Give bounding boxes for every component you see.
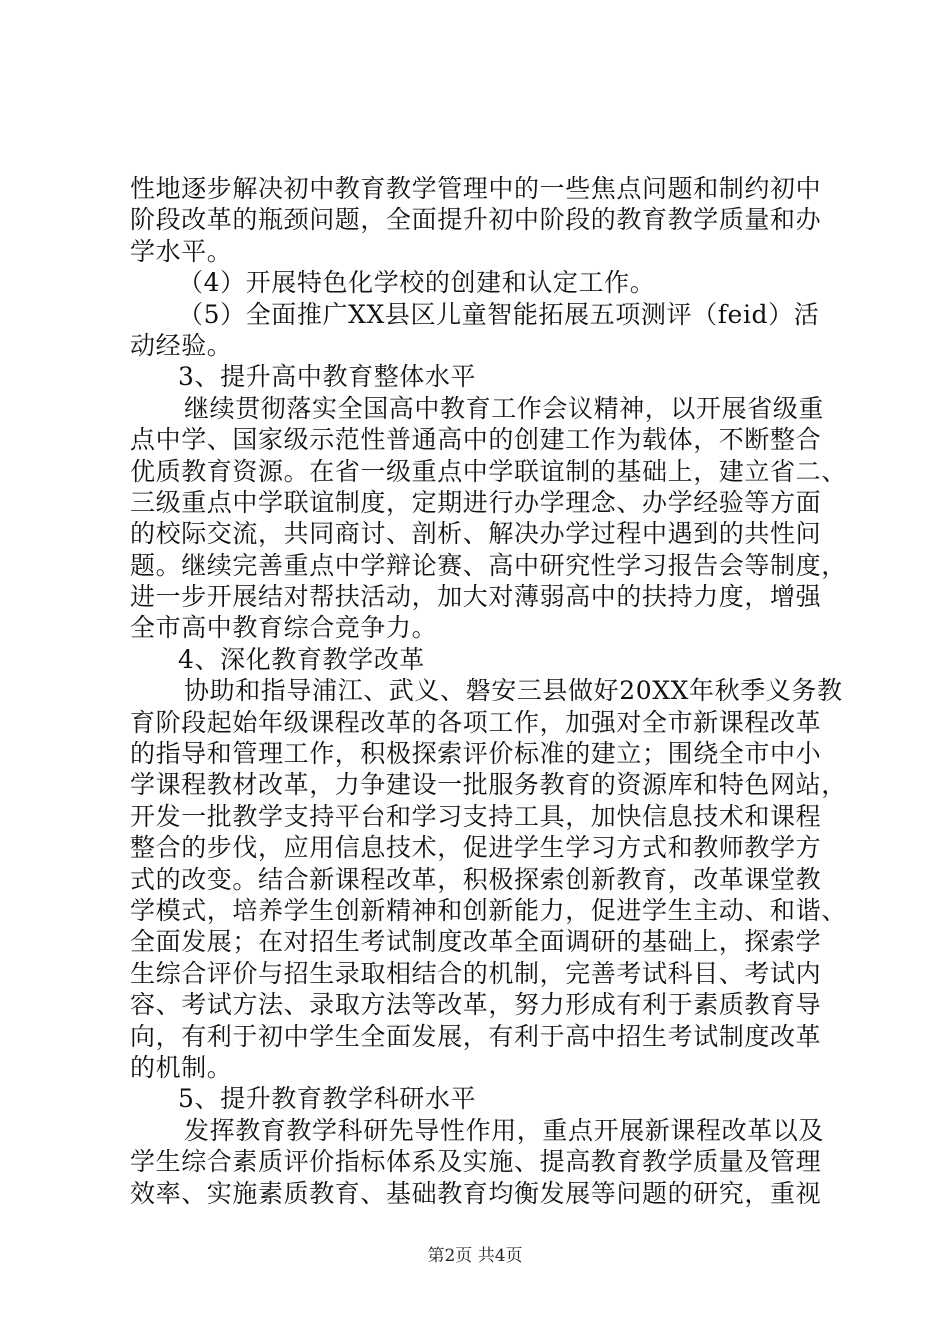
text-line: 生综合评价与招生录取相结合的机制，完善考试科目、考试内 (130, 958, 822, 988)
text-line: 整合的步伐，应用信息技术，促进学生学习方式和教师教学方 (130, 833, 822, 863)
text-line: 育阶段起始年级课程改革的各项工作，加强对全市新课程改革 (130, 707, 822, 737)
text-line: 优质教育资源。在省一级重点中学联谊制的基础上，建立省二、 (130, 456, 847, 486)
text-line: 题。继续完善重点中学辩论赛、高中研究性学习报告会等制度， (130, 550, 847, 580)
document-body (130, 173, 847, 1209)
page-footer: 第2页 共4页 (427, 1246, 523, 1266)
text-line: 三级重点中学联谊制度，定期进行办学理念、办学经验等方面 (130, 487, 822, 517)
text-line: 全面发展；在对招生考试制度改革全面调研的基础上，探索学 (130, 927, 822, 957)
section-heading-5: 5、提升教育教学科研水平 (178, 1084, 477, 1114)
text-line: 效率、实施素质教育、基础教育均衡发展等问题的研究，重视 (130, 1178, 822, 1208)
paragraph-start: 发挥教育教学科研先导性作用，重点开展新课程改革以及 (184, 1115, 825, 1145)
text-line: 容、考试方法、录取方法等改革，努力形成有利于素质教育导 (130, 990, 822, 1020)
list-item-4: （4）开展特色化学校的创建和认定工作。 (178, 268, 656, 298)
text-line: 学课程教材改革，力争建设一批服务教育的资源库和特色网站， (130, 770, 847, 800)
section-heading-3: 3、提升高中教育整体水平 (178, 362, 477, 392)
text-line: 点中学、国家级示范性普通高中的创建工作为载体，不断整合 (130, 425, 822, 455)
text-line: 的指导和管理工作，积极探索评价标准的建立；围绕全市中小 (130, 739, 822, 769)
text-line: 学水平。 (130, 236, 233, 266)
section-heading-4: 4、深化教育教学改革 (178, 644, 425, 674)
text-line: 学生综合素质评价指标体系及实施、提高教育教学质量及管理 (130, 1147, 822, 1177)
text-line: 性地逐步解决初中教育教学管理中的一些焦点问题和制约初中 (130, 174, 822, 203)
text-line: 进一步开展结对帮扶活动，加大对薄弱高中的扶持力度，增强 (130, 582, 822, 612)
paragraph-start: 继续贯彻落实全国高中教育工作会议精神，以开展省级重 (184, 393, 825, 423)
text-line: 式的改变。结合新课程改革，积极探索创新教育，改革课堂教 (130, 864, 822, 894)
text-line: 向，有利于初中学生全面发展，有利于高中招生考试制度改革 (130, 1021, 822, 1051)
text-line: 全市高中教育综合竞争力。 (130, 613, 438, 643)
text-line: 的机制。 (130, 1052, 233, 1082)
text-line: 开发一批教学支持平台和学习支持工具，加快信息技术和课程 (130, 801, 822, 831)
text-line: 阶段改革的瓶颈问题，全面提升初中阶段的教育教学质量和办 (130, 205, 822, 235)
paragraph-start: 协助和指导浦江、武义、磐安三县做好20XX年秋季义务教 (184, 676, 843, 706)
text-line: 动经验。 (130, 330, 233, 360)
text-line: 的校际交流，共同商讨、剖析、解决办学过程中遇到的共性问 (130, 519, 822, 549)
list-item-5: （5）全面推广XX县区儿童智能拓展五项测评（feid）活 (178, 299, 820, 329)
text-line: 学模式，培养学生创新精神和创新能力，促进学生主动、和谐、 (130, 895, 847, 925)
